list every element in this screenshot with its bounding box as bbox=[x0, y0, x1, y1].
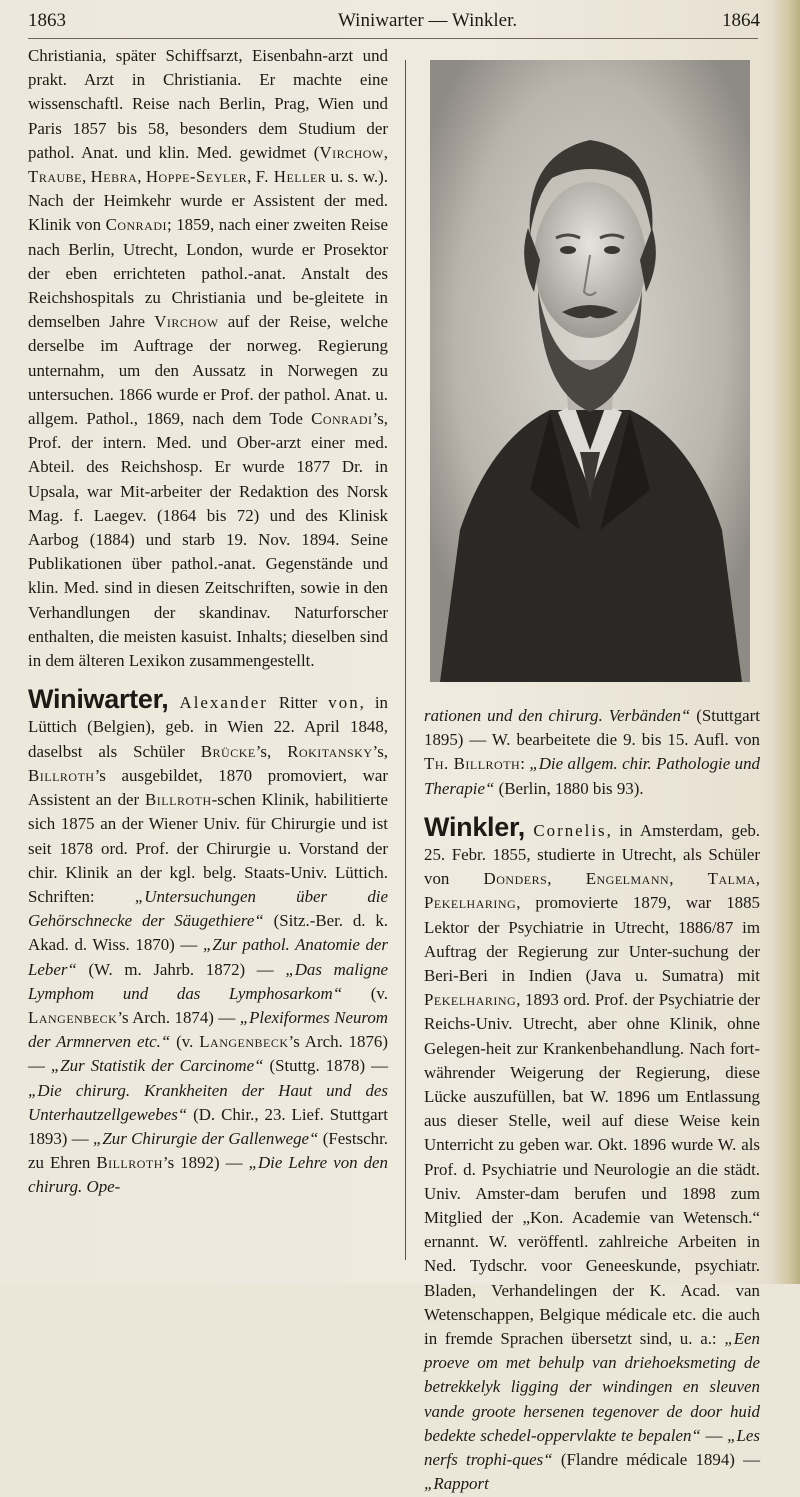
winkler-entry: Winkler, Cornelis, in Amsterdam, geb. 25. Febr. 1855, studierte in Utrecht, als Schüler von Donders, Engelmann, Talma, Pekelharing, promovierte 1879, war 1885 Lektor der Psychiatrie in Utrecht, 1886/87 im Auftrag der Regierung zur Unter-suchung der Beri-Beri in Indien (Java u. Sumatra) mit Pekelharing, 1893 ord. Prof. der Psychiatrie der Reichs-Univ. Utrecht, aber ohne Klinik, ohne Gelegen-heit zur Krankenbehandlung. Nach fort-währender Weigerung der Regierung, diese Lücke auszufüllen, bat W. 1896 um Entlassung aus dieser Stelle, weil auf diese Weise kein Unterricht zu geben war. Okt. 1896 wurde W. als Prof. d. Psychiatrie und Neurologie an die städt. Univ. Amster-dam berufen und 1898 zum Mitglied der „Kon. Academie van Wetensch.“ ernannt. W. veröffentl. zahlreiche Arbeiten in Ned. Tydschr. voor Geneeskunde, psychiatr. Bladen, Verhandelingen der K. Acad. van Wetenschappen, Belgique médicale etc. die auch in fremde Sprachen übersetzt sind, u. a.: „Een proeve om met behulp van driehoeksmeting de betrekkelyk ligging der windingen en sleuven vande groote hersenen tegenover de door huid bedekte schedel-oppervlakte te bepalen“ — „Les nerfs trophi-ques“ (Flandre médicale 1894) — „Rapport bbox=[424, 811, 761, 1494]
running-header bbox=[28, 6, 760, 36]
page-number-right: 1864 bbox=[722, 10, 760, 31]
winiwarter-entry: Winiwarter, Alexander Ritter von, in Lüttich (Belgien), geb. in Wien 22. April 1848, daselbst als Schüler Brücke’s, Rokitansky’s, Billroth’s ausgebildet, 1870 promoviert, war Assistent an der Billroth-schen Klinik, habilitierte sich 1875 an der Wiener Univ. für Chirurgie und ist seit 1878 ord. Prof. der Chirurgie u. Vorstand der chir. Klinik an der kgl. belg. Staats-Univ. Lüttich. Schriften: „Untersuchungen über die Gehörschnecke der Säugethiere“ (Sitz.-Ber. d. k. Akad. d. Wiss. 1870) — „Zur pathol. Anatomie der Leber“ (W. m. Jahrb. 1872) — „Das maligne Lymphom und das Lymphosarkom“ (v. Langenbeck’s Arch. 1874) — „Plexiformes Neurom der Armnerven etc.“ (v. Langenbeck’s Arch. 1876) — „Zur Statistik der Carcinome“ (Stuttg. 1878) — „Die chirurg. Krankheiten der Haut und des Unterhautzellgewebes“ (D. Chir., 23. Lief. Stuttgart 1893) — „Zur Chirurgie der Gallenwege“ (Festschr. zu Ehren Billroth’s 1892) — „Die Lehre von den chirurg. Ope- bbox=[28, 684, 389, 1197]
header-rule bbox=[28, 38, 758, 39]
left-column bbox=[28, 44, 388, 1200]
portrait-photo bbox=[430, 60, 750, 682]
entry-headword-winkler: Winkler, bbox=[424, 811, 525, 842]
column-divider bbox=[405, 60, 406, 1260]
page-number-left: 1863 bbox=[28, 10, 66, 31]
page-edge bbox=[772, 0, 800, 1284]
entry-headword-winiwarter: Winiwarter, bbox=[28, 684, 169, 715]
right-column bbox=[424, 704, 760, 1497]
running-title: Winiwarter — Winkler. bbox=[338, 10, 518, 31]
waage-entry-continuation: Christiania, später Schiffsarzt, Eisenbahn-arzt und prakt. Arzt in Christiania. Er machte eine wissenschaftl. Reise nach Berlin, Prag, Wien und Paris 1857 bis 58, besonders dem Studium der pathol. Anat. und klin. Med. gewidmet (Virchow, Traube, Hebra, Hoppe-Seyler, F. Heller u. s. w.). Nach der Heimkehr wurde er Assistent der med. Klinik von Conradi; 1859, nach einer zweiten Reise nach Berlin, Utrecht, London, wurde er Prosektor der eben errichteten pathol.-anat. Anstalt des Reichshospitals zu Christiania und be-gleitete in demselben Jahre Virchow auf der Reise, welche derselbe im Auftrage der norweg. Regierung unternahm, um den Aussatz in Norwegen zu untersuchen. 1866 wurde er Prof. der pathol. Anat. u. allgem. Pathol., 1869, nach dem Tode Conradi’s, Prof. der intern. Med. und Ober-arzt einer med. Abteil. des Reichshosp. Er wurde 1877 Dr. in Upsala, war Mit-arbeiter der Redaktion des Norsk Mag. f. Laegev. (1864 bis 72) und des Klinisk Aarbog (1884) und starb 19. Nov. 1894. Seine Publikationen über pathol.-anat. Gegenstände und klin. Med. sind in diesen Zeitschriften, sowie in den Verhandlungen der skandinav. Naturforscher enthalten, die meisten kasuist. Inhalts; dieselben sind in dem älteren Lexikon zusammengestellt. bbox=[28, 46, 389, 671]
winiwarter-entry-continuation: rationen und den chirurg. Verbänden“ (Stuttgart 1895) — W. bearbeitete die 9. bis 15. Aufl. von Th. Billroth: „Die allgem. chir. Pathologie und Therapie“ (Berlin, 1880 bis 93). bbox=[424, 706, 760, 798]
